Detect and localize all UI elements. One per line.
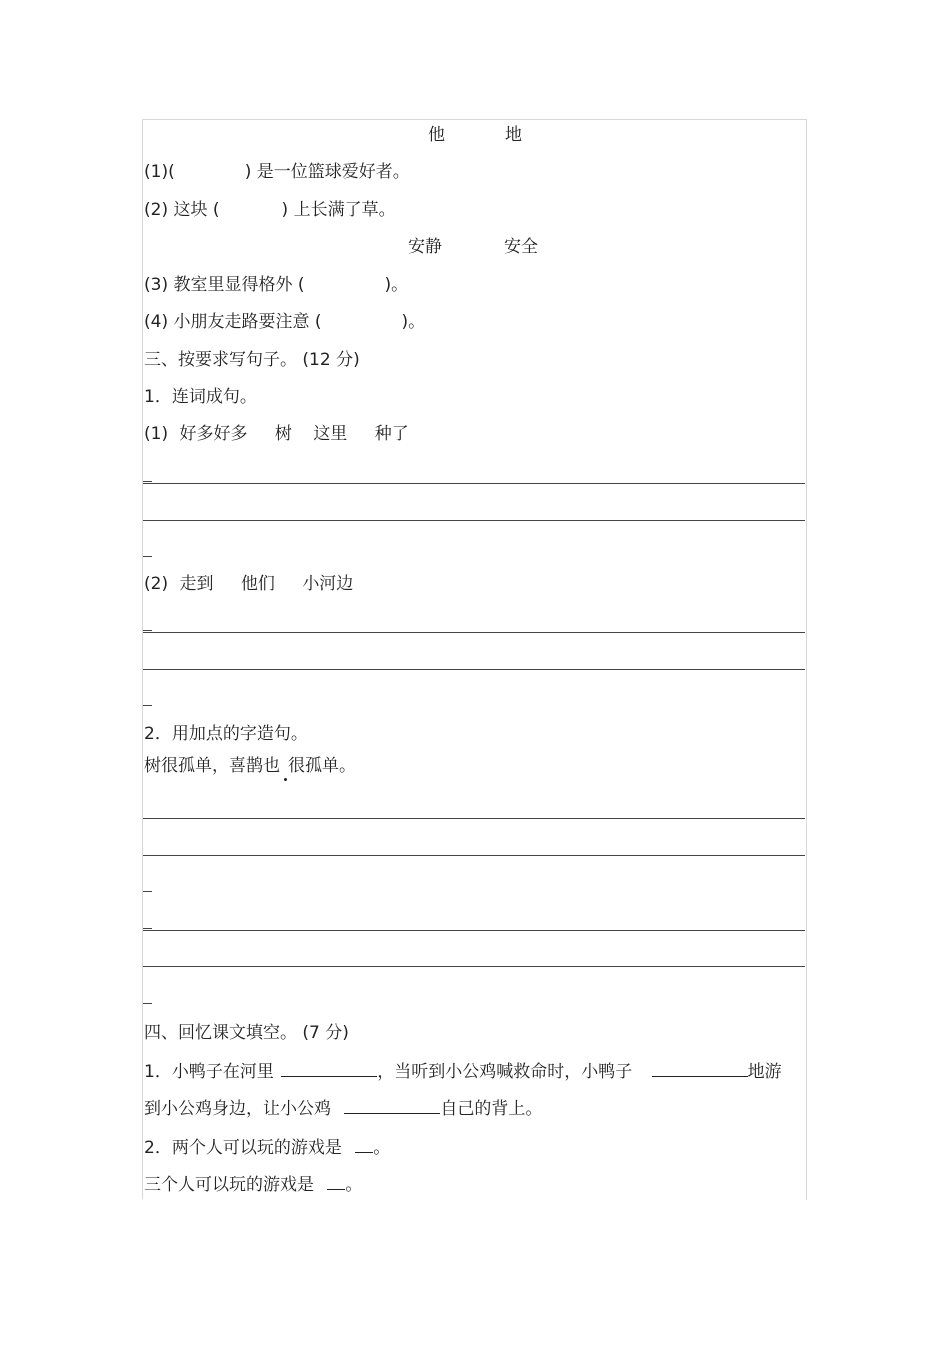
word-order-item-1 [144,424,409,444]
part-1-title: 1．连词成句。 [144,387,257,407]
fill-sentence-4 [144,312,425,332]
fill-sentence-1 [144,162,410,182]
recall-item-1-line-2 [144,1098,542,1119]
answer-line[interactable] [143,520,805,521]
item-number: (2) [144,574,169,594]
answer-line[interactable] [143,632,805,633]
section-3-title: 三、按要求写句子。 (12 分) [144,350,360,370]
fill-blank[interactable] [281,1061,377,1077]
item-number: (1) [144,424,169,444]
fill-blank[interactable] [652,1061,748,1077]
sentence-4-prefix: (4) 小朋友走路要注意 ( [144,312,322,332]
text: 。 [345,1175,363,1195]
word-option-anjing: 安静 [408,237,442,257]
word: 走到 [179,574,214,594]
word-order-item-2 [144,574,353,594]
sentence-2-prefix: (2) 这块 ( [144,200,220,220]
recall-item-2 [144,1137,390,1158]
sentence-4-suffix: )。 [401,312,426,332]
word-option-ta: 他 [428,125,445,145]
dotted-word-sentence [144,756,356,776]
answer-line[interactable] [143,966,805,967]
answer-line[interactable] [143,669,805,670]
answer-line[interactable] [143,818,805,819]
word: 他们 [240,574,275,594]
word: 好多好多 [179,424,248,444]
fill-sentence-2 [144,200,396,220]
word: 树 [274,424,292,444]
answer-dash [143,928,152,929]
sentence-2-suffix: ) 上长满了草。 [281,200,396,220]
text: 三个人可以玩的游戏是 [144,1175,314,1195]
sentence-1-suffix: ) 是一位篮球爱好者。 [244,162,410,182]
text: 地游 [747,1062,782,1082]
text: 2．两个人可以玩的游戏是 [144,1138,342,1158]
word: 这里 [313,424,348,444]
fill-sentence-3 [144,275,408,295]
word: 种了 [374,424,409,444]
text: ，当听到小公鸡喊救命时，小鸭子 [377,1062,633,1082]
word-option-di: 地 [505,125,522,145]
answer-dash [143,481,152,482]
section-4-title: 四、回忆课文填空。 (7 分) [144,1023,349,1043]
sentence-1-prefix: (1)( [144,162,175,182]
fill-blank[interactable] [344,1098,440,1114]
recall-item-3 [144,1174,362,1195]
answer-line[interactable] [143,483,805,484]
answer-dash [143,705,152,706]
answer-dash [143,630,152,631]
word-option-anquan: 安全 [504,237,538,257]
text: 自己的背上。 [440,1099,543,1119]
word: 小河边 [302,574,354,594]
fill-blank[interactable] [355,1137,373,1153]
page-frame-left-edge [142,119,143,1199]
sentence-before: 树很孤单，喜鹊 [144,756,263,776]
answer-dash [143,1003,152,1004]
text: 到小公鸡身边，让小公鸡 [144,1099,331,1119]
sentence-3-prefix: (3) 教室里显得格外 ( [144,275,305,295]
answer-dash [143,556,152,557]
text: 。 [373,1138,391,1158]
answer-dash [143,891,152,892]
part-2-title: 2．用加点的字造句。 [144,724,308,744]
answer-line[interactable] [143,855,805,856]
recall-item-1-line-1 [144,1061,782,1082]
sentence-3-suffix: )。 [384,275,409,295]
emphasis-dot [284,778,287,781]
answer-line[interactable] [143,930,805,931]
text: 1．小鸭子在河里 [144,1062,274,1082]
fill-blank[interactable] [327,1174,345,1190]
sentence-after: 很孤单。 [288,756,356,776]
dotted-character: 也 [263,756,280,776]
